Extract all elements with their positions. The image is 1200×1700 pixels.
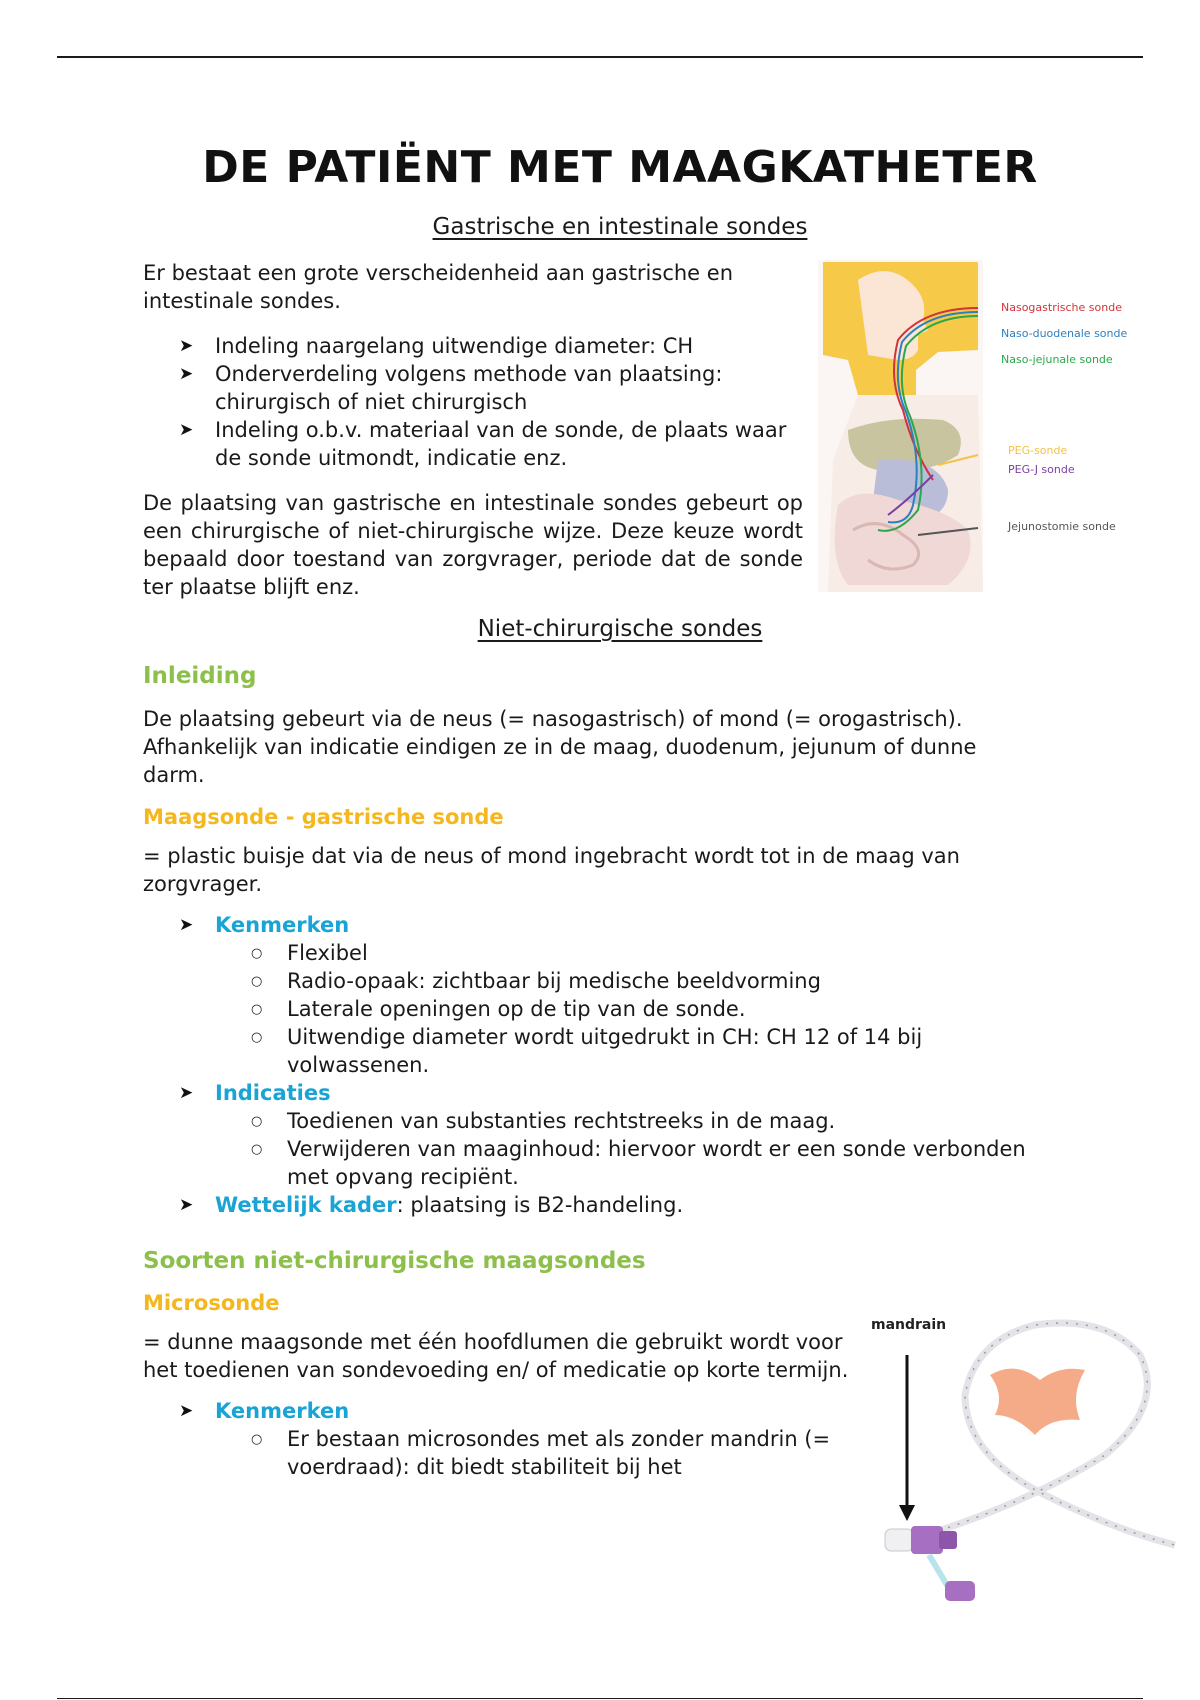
bottom-rule <box>57 1698 1143 1699</box>
page-title: DE PATIËNT MET MAAGKATHETER <box>202 142 1038 193</box>
kenmerken-list <box>215 939 1033 1079</box>
list-item <box>215 1079 1033 1191</box>
list-item: ○ Er bestaan microsondes met als zonder mandrin (= voerdraad): dit biedt stabiliteit bij het <box>287 1425 847 1481</box>
microsonde-definition: = dunne maagsonde met één hoofdlumen die gebruikt wordt voor het toedienen van sondevoeding en/ of medicatie op korte termijn. <box>143 1330 849 1382</box>
kenmerken-label: Kenmerken <box>215 1399 350 1423</box>
microsonde-heading: Microsonde <box>143 1291 280 1315</box>
list-item: ○ Radio-opaak: zichtbaar bij medische beeldvorming <box>287 967 1033 995</box>
section2-body <box>143 662 1033 1219</box>
legend-label: Naso-jejunale sonde <box>1001 353 1113 366</box>
legend-label: Naso-duodenale sonde <box>1001 327 1128 340</box>
soorten-heading: Soorten niet-chirurgische maagsondes <box>143 1248 646 1274</box>
indeling-list <box>143 332 803 472</box>
legend-label: PEG-J sonde <box>1008 463 1075 476</box>
list-item <box>215 911 1033 1079</box>
maagsonde-definition: = plastic buisje dat via de neus of mond ingebracht wordt tot in de maag van zorgvrager. <box>143 844 960 896</box>
plaatsing-paragraph: De plaatsing van gastrische en intestinale sondes gebeurt op een chirurgische of niet-chirurgische wijze. Deze keuze wordt bepaald door toestand van zorgvrager, periode dat de sonde ter plaatse blijft enz. <box>143 491 803 599</box>
wettelijk-text: : plaatsing is B2-handeling. <box>396 1193 684 1217</box>
anatomy-sonde-figure <box>818 260 1178 592</box>
list-item: ○ Laterale openingen op de tip van de sonde. <box>287 995 1033 1023</box>
list-item: ➤ Indeling naargelang uitwendige diameter: CH <box>215 332 803 360</box>
intro-paragraph: Er bestaat een grote verscheidenheid aan gastrische en intestinale sondes. <box>143 261 733 313</box>
list-item <box>215 1397 863 1481</box>
maagsonde-heading: Maagsonde - gastrische sonde <box>143 805 504 829</box>
indicaties-label: Indicaties <box>215 1081 331 1105</box>
mandrain-label: mandrain <box>871 1317 947 1333</box>
list-item: ○ Verwijderen van maaginhoud: hiervoor wordt er een sonde verbonden met opvang recipiënt. <box>287 1135 1033 1191</box>
list-item: ➤ Onderverdeling volgens methode van plaatsing: chirurgisch of niet chirurgisch <box>215 360 803 416</box>
legend-label: Jejunostomie sonde <box>1008 520 1116 533</box>
kenmerken-label: Kenmerken <box>215 913 350 937</box>
legend-label: Nasogastrische sonde <box>1001 301 1122 314</box>
anatomy-illustration <box>818 260 1178 592</box>
kenmerken-list <box>215 1425 847 1481</box>
indicaties-list <box>215 1107 1033 1191</box>
list-item: ○ Flexibel <box>287 939 1033 967</box>
section-heading-gastrische: Gastrische en intestinale sondes <box>432 214 808 240</box>
legend-label: PEG-sonde <box>1008 444 1068 457</box>
top-rule <box>57 56 1143 58</box>
section-heading-niet-chirurgisch: Niet-chirurgische sondes <box>477 616 763 642</box>
wettelijk-label: Wettelijk kader <box>215 1193 397 1217</box>
section1-body <box>143 259 803 601</box>
inleiding-paragraph: De plaatsing gebeurt via de neus (= nasogastrisch) of mond (= orogastrisch). Afhankelijk van indicatie eindigen ze in de maag, duodenum, jejunum of dunne darm. <box>143 707 977 787</box>
list-item: ➤ Indeling o.b.v. materiaal van de sonde, de plaats waar de sonde uitmondt, indicatie enz. <box>215 416 803 472</box>
list-item: ○ Uitwendige diameter wordt uitgedrukt in CH: CH 12 of 14 bij volwassenen. <box>287 1023 1033 1079</box>
microsonde-figure <box>865 1305 1185 1605</box>
feeding-tube-illustration <box>865 1305 1185 1605</box>
list-item: ○ Toedienen van substanties rechtstreeks in de maag. <box>287 1107 1033 1135</box>
section3-body <box>143 1247 863 1481</box>
microsonde-list <box>143 1397 863 1481</box>
maagsonde-list <box>143 911 1033 1219</box>
inleiding-heading: Inleiding <box>143 663 257 689</box>
list-item <box>215 1191 1033 1219</box>
